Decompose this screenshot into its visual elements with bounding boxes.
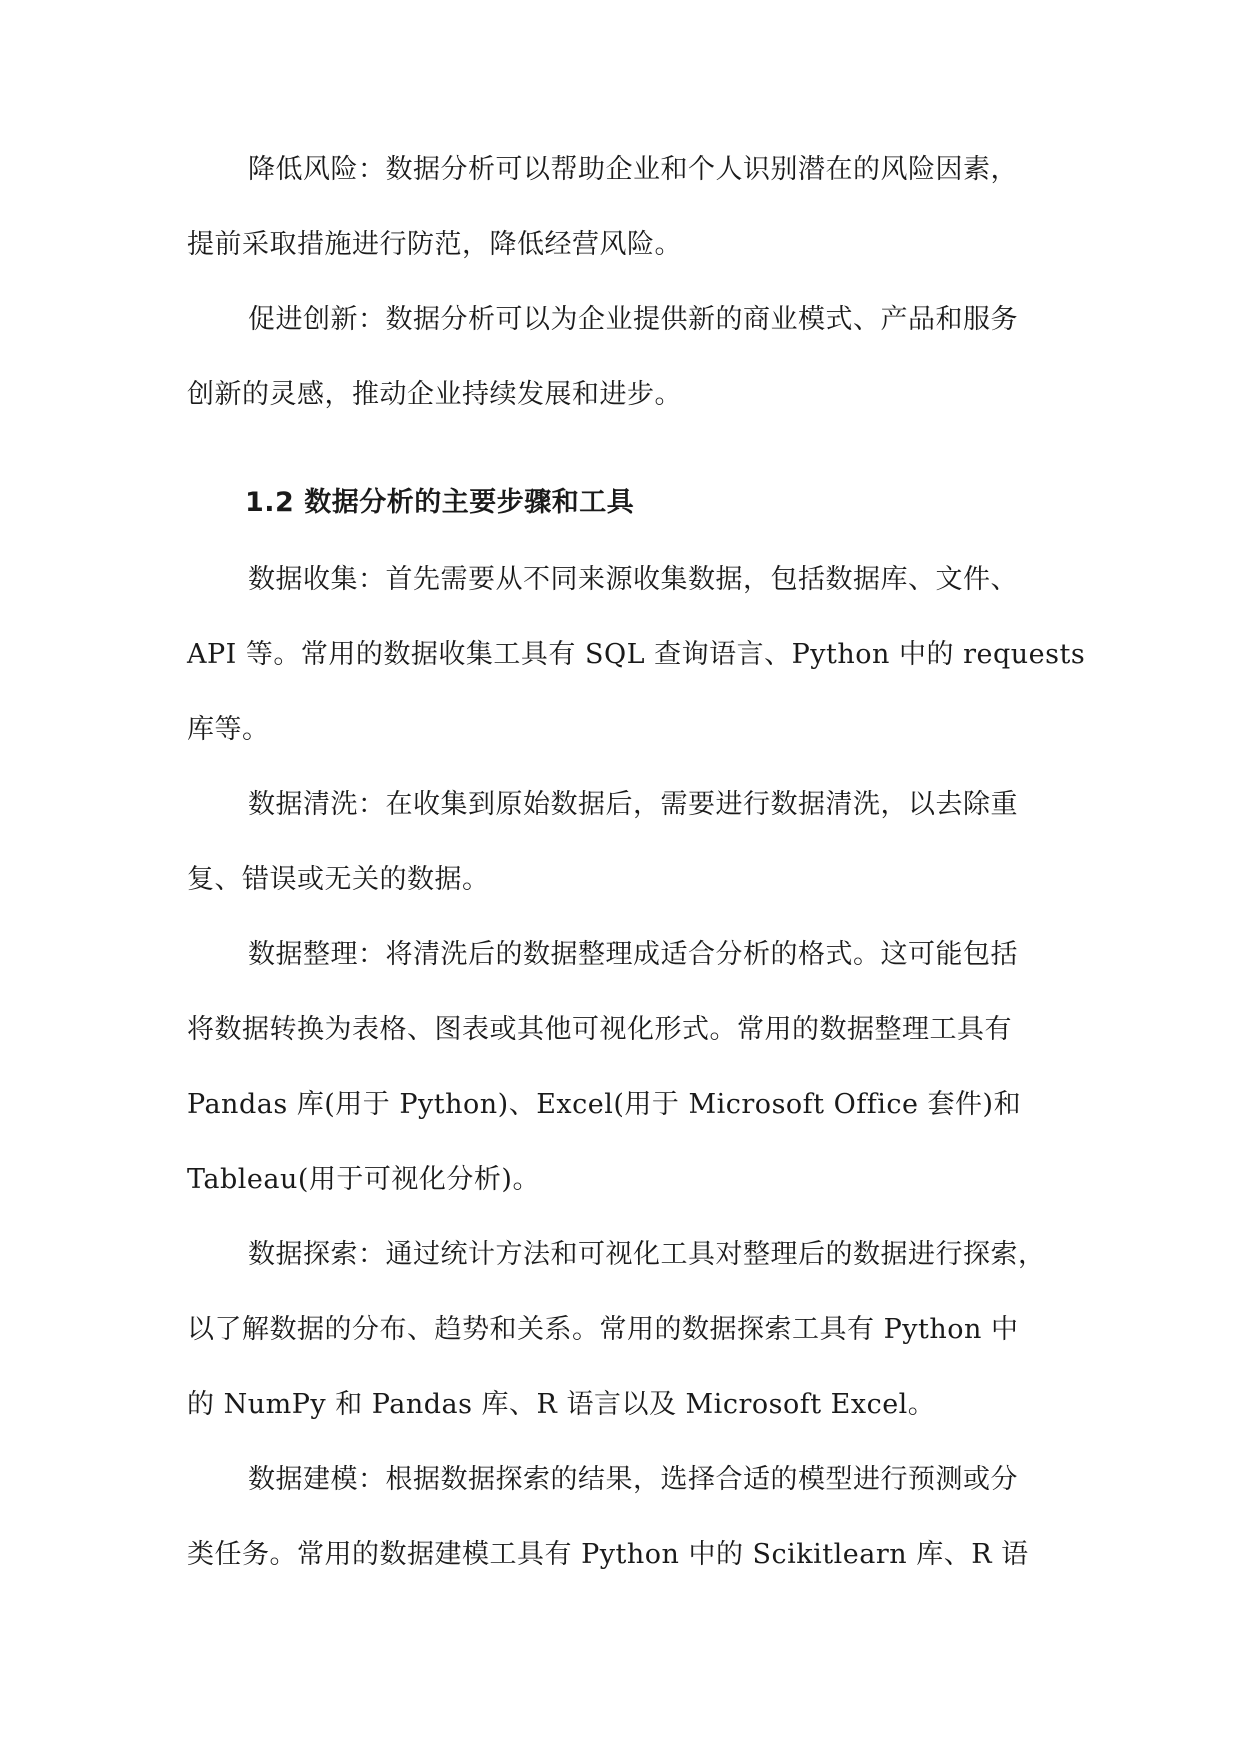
section-heading: 1.2 数据分析的主要步骤和工具 [245, 487, 635, 518]
paragraph-line: 将数据转换为表格、图表或其他可视化形式。常用的数据整理工具有 [187, 1014, 1012, 1045]
paragraph-line: 创新的灵感，推动企业持续发展和进步。 [187, 379, 682, 410]
paragraph-line: API 等。常用的数据收集工具有 SQL 查询语言、Python 中的 requests [187, 639, 1086, 670]
paragraph-line: 促进创新：数据分析可以为企业提供新的商业模式、产品和服务 [248, 304, 1018, 335]
paragraph-line: Pandas 库(用于 Python)、Excel(用于 Microsoft Office 套件)和 [187, 1089, 1022, 1120]
paragraph-line: 降低风险：数据分析可以帮助企业和个人识别潜在的风险因素， [248, 154, 1018, 185]
paragraph-line: 数据整理：将清洗后的数据整理成适合分析的格式。这可能包括 [248, 939, 1018, 970]
paragraph-line: 数据收集：首先需要从不同来源收集数据，包括数据库、文件、 [248, 564, 1018, 595]
paragraph-line: 的 NumPy 和 Pandas 库、R 语言以及 Microsoft Excel。 [187, 1389, 936, 1420]
paragraph-line: 复、错误或无关的数据。 [187, 864, 490, 895]
paragraph-line: 提前采取措施进行防范，降低经营风险。 [187, 229, 682, 260]
paragraph-line: 数据建模：根据数据探索的结果，选择合适的模型进行预测或分 [248, 1464, 1018, 1495]
paragraph-line: 库等。 [187, 714, 270, 745]
paragraph-line: 类任务。常用的数据建模工具有 Python 中的 Scikitlearn 库、R 语 [187, 1539, 1029, 1570]
paragraph-line: 数据探索：通过统计方法和可视化工具对整理后的数据进行探索， [248, 1239, 1046, 1270]
paragraph-line: 数据清洗：在收集到原始数据后，需要进行数据清洗，以去除重 [248, 789, 1018, 820]
paragraph-line: Tableau(用于可视化分析)。 [187, 1164, 540, 1195]
paragraph-line: 以了解数据的分布、趋势和关系。常用的数据探索工具有 Python 中 [187, 1314, 1019, 1345]
